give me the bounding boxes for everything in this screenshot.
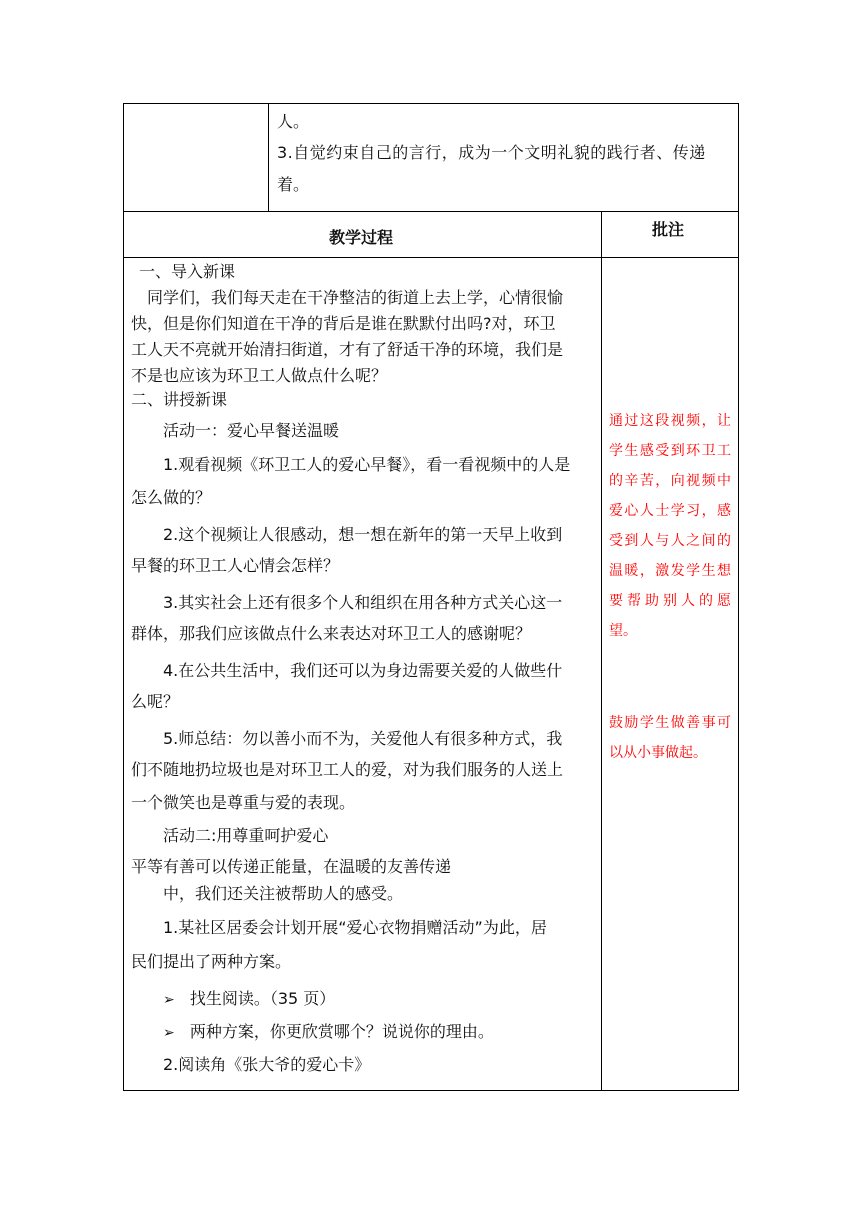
body-line: 1.观看视频《环卫工人的爱心早餐》，看一看视频中的人是: [163, 455, 571, 474]
header-teaching-process: 教学过程: [329, 228, 394, 247]
body-line: 2.阅读角《张大爷的爱心卡》: [163, 1055, 371, 1074]
body-line: 平等有善可以传递正能量，在温暖的友善传递: [131, 857, 452, 876]
top-cell-line-2: 3.自觉约束自己的言行，成为一个文明礼貌的践行者、传递: [277, 143, 706, 162]
arrow-bullet-icon: ➢: [163, 1025, 175, 1041]
body-line: 们不随地扔垃圾也是对环卫工人的爱，对为我们服务的人送上: [131, 760, 564, 779]
body-line: 中，我们还关注被帮助人的感受。: [163, 884, 404, 903]
body-line: 1.某社区居委会计划开展“爱心衣物捐赠活动”为此，居: [163, 918, 547, 937]
top-cell-line-3: 着。: [277, 175, 310, 194]
body-line: 民们提出了两种方案。: [131, 952, 292, 971]
header-notes: 批注: [652, 220, 685, 239]
bullet-item-2-text: 两种方案，你更欣赏哪个？说说你的理由。: [189, 1022, 494, 1041]
table-border-right: [738, 103, 739, 1091]
body-line: 4.在公共生活中，我们还可以为身边需要关爱的人做些什: [163, 661, 563, 680]
column-divider: [601, 211, 602, 1091]
bullet-item-1: [163, 989, 335, 1010]
top-row-divider: [268, 103, 269, 211]
table-border-bottom: [123, 1090, 739, 1091]
body-line: 5.师总结：勿以善小而不为，关爱他人有很多种方式，我: [163, 729, 563, 748]
bullet-item-2: [163, 1022, 494, 1043]
table-border-left: [123, 103, 124, 1091]
body-line: 一个微笑也是尊重与爱的表现。: [131, 793, 356, 812]
body-line: 3.其实社会上还有很多个人和组织在用各种方式关心这一: [163, 593, 563, 612]
row-divider-2: [123, 257, 739, 258]
body-line: 不是也应该为环卫工人做点什么呢？: [131, 366, 388, 385]
annotation-note-2: 鼓励学生做善事可以从小事做起。: [609, 715, 731, 761]
section-title-intro: 一、导入新课: [139, 262, 236, 281]
bullet-item-1-text: 找生阅读。（35 页）: [189, 989, 336, 1008]
section-title-new-lesson: 二、讲授新课: [131, 390, 228, 409]
top-cell-line-1: 人。: [277, 112, 310, 131]
row-divider-1: [123, 211, 739, 212]
body-line: 么呢？: [131, 692, 180, 711]
arrow-bullet-icon: ➢: [163, 992, 175, 1008]
annotation-note-1: 通过这段视频，让学生感受到环卫工的辛苦，向视频中爱心人士学习，感受到人与人之间的温暖，激发学生想要帮助别人的愿望。: [609, 413, 731, 639]
body-line: 同学们，我们每天走在干净整洁的街道上去上学，心情很愉: [147, 288, 564, 307]
body-line: 工人天不亮就开始清扫街道，才有了舒适干净的环境，我们是: [131, 340, 564, 359]
body-line: 早餐的环卫工人心情会怎样？: [131, 556, 340, 575]
activity-two-title: 活动二:用尊重呵护爱心: [163, 826, 329, 845]
body-line: 怎么做的？: [131, 488, 212, 507]
body-line: 群体，那我们应该做点什么来表达对环卫工人的感谢呢？: [131, 624, 532, 643]
activity-one-title: 活动一：爱心早餐送温暖: [163, 421, 340, 440]
table-border-top: [123, 103, 739, 104]
body-line: 快，但是你们知道在干净的背后是谁在默默付出吗?对，环卫: [131, 314, 556, 333]
body-line: 2.这个视频让人很感动，想一想在新年的第一天早上收到: [163, 525, 563, 544]
